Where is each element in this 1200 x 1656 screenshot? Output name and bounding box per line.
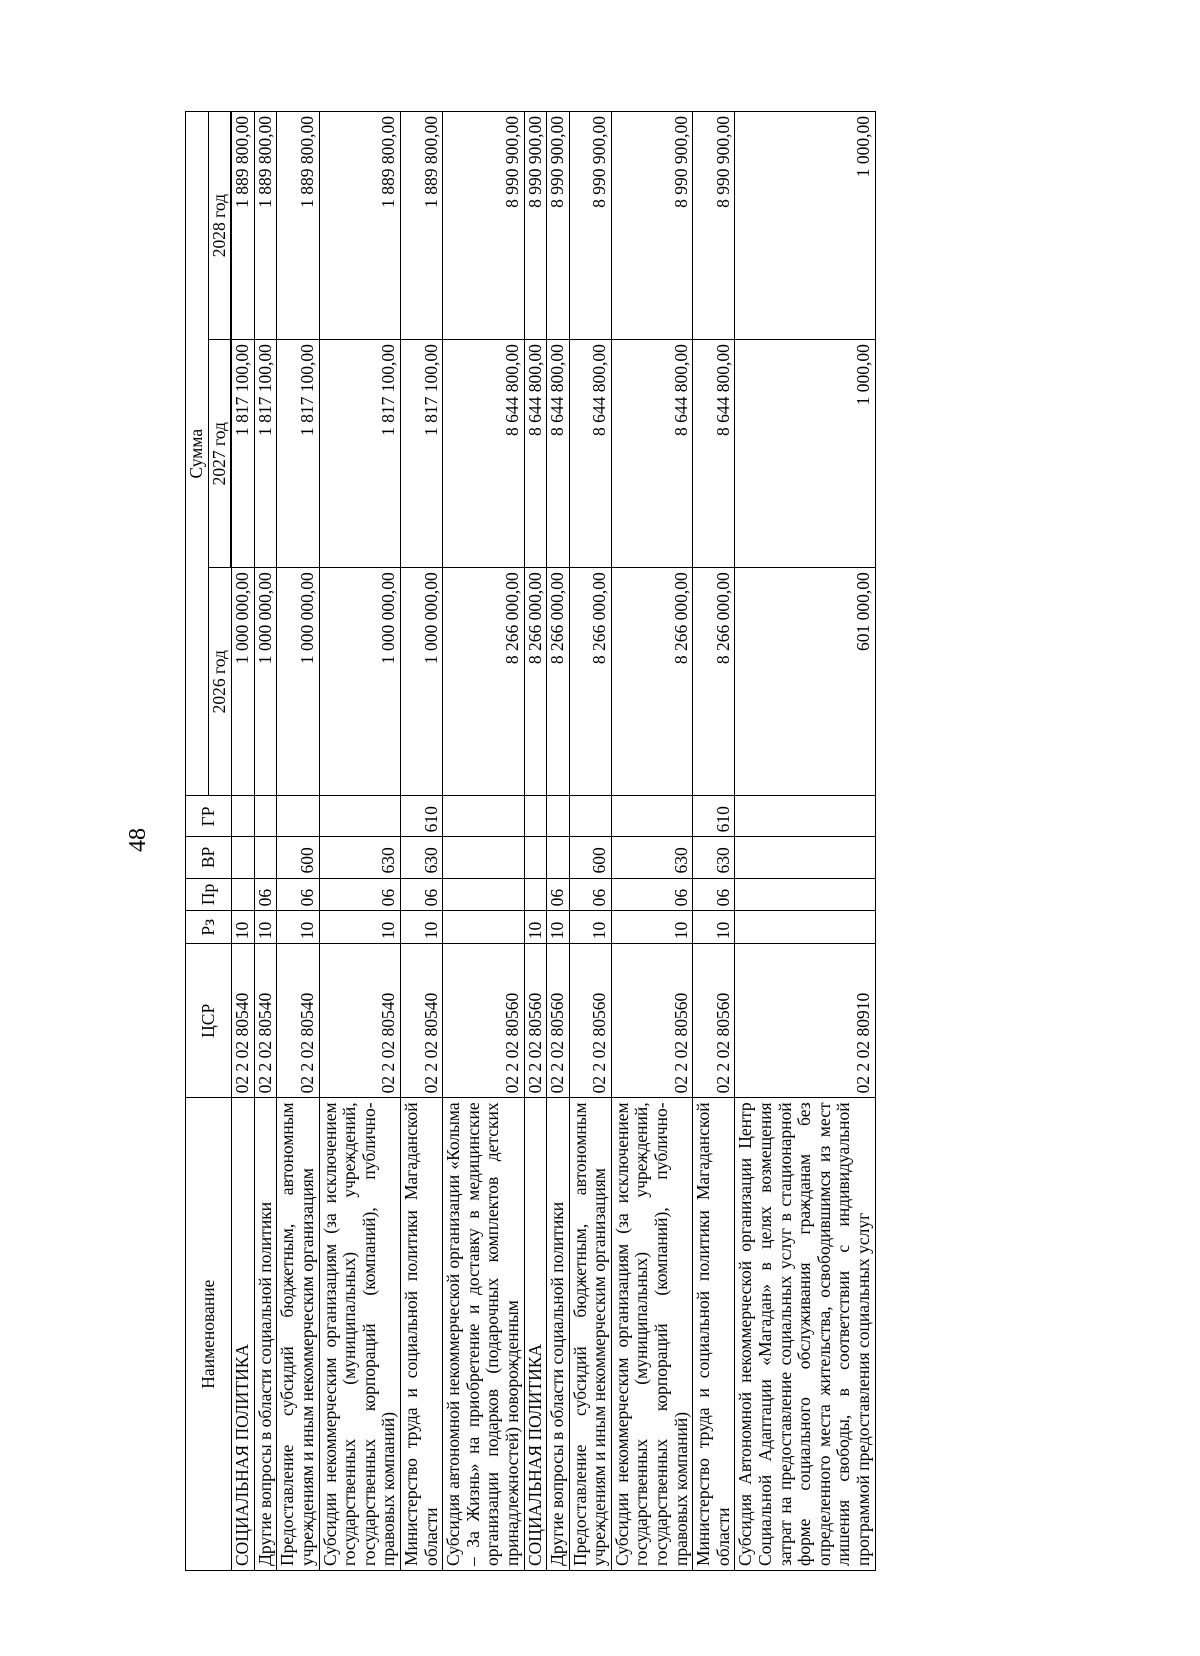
row-sum-2027: 1 000,00 — [735, 340, 875, 568]
row-sum-2027: 8 644 800,00 — [524, 340, 547, 568]
row-gr — [569, 796, 611, 837]
row-sum-2027: 1 817 100,00 — [232, 340, 255, 568]
row-vr: 630 — [400, 837, 442, 878]
row-sum-2026: 8 266 000,00 — [547, 568, 570, 796]
row-vr — [735, 837, 875, 878]
row-csr: 02 2 02 80560 — [611, 944, 692, 1098]
row-rz: 10 — [693, 911, 735, 944]
table-row — [319, 112, 400, 1571]
row-pr: 06 — [569, 878, 611, 911]
table-body — [232, 112, 875, 1571]
row-vr: 630 — [693, 837, 735, 878]
row-vr — [254, 837, 277, 878]
row-csr: 02 2 02 80540 — [400, 944, 442, 1098]
row-gr: 610 — [693, 796, 735, 837]
table-row — [254, 112, 277, 1571]
row-vr — [443, 837, 524, 878]
row-pr: 06 — [400, 878, 442, 911]
row-gr — [443, 796, 524, 837]
row-sum-2026: 601 000,00 — [735, 568, 875, 796]
row-name: Субсидия автономной некоммерческой организации «Колыма – За Жизнь» на приобретение и доставку в медицинские организации подарков (подарочных комплектов детских принадлежностей) новорожденным — [443, 1098, 524, 1571]
row-pr: 06 — [611, 878, 692, 911]
row-gr — [735, 796, 875, 837]
header-sum: Сумма — [186, 112, 209, 796]
row-csr: 02 2 02 80540 — [232, 944, 255, 1098]
row-vr: 600 — [277, 837, 319, 878]
row-sum-2026: 1 000 000,00 — [400, 568, 442, 796]
row-name: Предоставление субсидий бюджетным, автономным учреждениям и иным некоммерческим организациям — [569, 1098, 611, 1571]
table-header — [186, 112, 232, 1571]
row-vr: 600 — [569, 837, 611, 878]
row-sum-2027: 8 644 800,00 — [547, 340, 570, 568]
row-sum-2026: 1 000 000,00 — [277, 568, 319, 796]
row-csr: 02 2 02 80560 — [547, 944, 570, 1098]
row-rz: 10 — [611, 911, 692, 944]
row-gr: 610 — [400, 796, 442, 837]
row-sum-2026: 1 000 000,00 — [319, 568, 400, 796]
row-name: Субсидии некоммерческим организациям (за исключением государственных (муниципальных) учреждений, государственных корпораций (компаний), публично-правовых компаний) — [611, 1098, 692, 1571]
row-rz: 10 — [547, 911, 570, 944]
row-sum-2028: 1 889 800,00 — [232, 112, 255, 340]
table-row — [611, 112, 692, 1571]
row-pr: 06 — [254, 878, 277, 911]
row-sum-2026: 1 000 000,00 — [254, 568, 277, 796]
table-row — [569, 112, 611, 1571]
row-gr — [319, 796, 400, 837]
row-sum-2026: 8 266 000,00 — [443, 568, 524, 796]
row-vr: 630 — [319, 837, 400, 878]
row-name: Другие вопросы в области социальной политики — [547, 1098, 570, 1571]
row-name: СОЦИАЛЬНАЯ ПОЛИТИКА — [524, 1098, 547, 1571]
table-row — [524, 112, 547, 1571]
row-csr: 02 2 02 80540 — [254, 944, 277, 1098]
row-sum-2026: 8 266 000,00 — [611, 568, 692, 796]
row-rz — [735, 911, 875, 944]
row-csr: 02 2 02 80560 — [524, 944, 547, 1098]
row-rz: 10 — [319, 911, 400, 944]
row-csr: 02 2 02 80910 — [735, 944, 875, 1098]
row-rz: 10 — [232, 911, 255, 944]
row-sum-2027: 1 817 100,00 — [319, 340, 400, 568]
row-csr: 02 2 02 80540 — [277, 944, 319, 1098]
row-vr — [547, 837, 570, 878]
row-sum-2028: 8 990 900,00 — [547, 112, 570, 340]
header-year-2027: 2027 год — [208, 340, 231, 568]
row-sum-2027: 8 644 800,00 — [693, 340, 735, 568]
table-row — [735, 112, 875, 1571]
row-pr: 06 — [319, 878, 400, 911]
row-sum-2027: 1 817 100,00 — [400, 340, 442, 568]
row-sum-2028: 8 990 900,00 — [524, 112, 547, 340]
row-sum-2028: 1 889 800,00 — [319, 112, 400, 340]
row-vr — [524, 837, 547, 878]
row-gr — [611, 796, 692, 837]
table-row — [693, 112, 735, 1571]
header-name: Наименование — [186, 1098, 232, 1571]
row-sum-2028: 1 889 800,00 — [254, 112, 277, 340]
row-rz: 10 — [569, 911, 611, 944]
row-gr — [547, 796, 570, 837]
table-row — [443, 112, 524, 1571]
row-sum-2027: 8 644 800,00 — [569, 340, 611, 568]
row-pr: 06 — [693, 878, 735, 911]
row-sum-2028: 8 990 900,00 — [693, 112, 735, 340]
row-name: Министерство труда и социальной политики Магаданской области — [400, 1098, 442, 1571]
row-name: Предоставление субсидий бюджетным, автономным учреждениям и иным некоммерческим организациям — [277, 1098, 319, 1571]
row-vr: 630 — [611, 837, 692, 878]
row-gr — [232, 796, 255, 837]
row-sum-2027: 8 644 800,00 — [611, 340, 692, 568]
row-sum-2027: 1 817 100,00 — [277, 340, 319, 568]
row-csr: 02 2 02 80560 — [443, 944, 524, 1098]
table-row — [400, 112, 442, 1571]
row-sum-2028: 8 990 900,00 — [611, 112, 692, 340]
table-row — [232, 112, 255, 1571]
row-name: СОЦИАЛЬНАЯ ПОЛИТИКА — [232, 1098, 255, 1571]
table-row — [547, 112, 570, 1571]
header-pr: Пр — [186, 878, 232, 911]
row-pr: 06 — [547, 878, 570, 911]
row-name: Субсидия Автономной некоммерческой организации Центр Социальной Адаптации «Магадан» в целях возмещения затрат на предоставление социальных услуг в стационарной форме социального обслуживания гражданам без определенного места жительства, освободившимся из мест лишения свободы, в соответствии с индивидуальной программой предоставления социальных услуг — [735, 1098, 875, 1571]
row-sum-2027: 8 644 800,00 — [443, 340, 524, 568]
row-rz: 10 — [400, 911, 442, 944]
row-sum-2028: 8 990 900,00 — [443, 112, 524, 340]
header-rz: Рз — [186, 911, 232, 944]
row-sum-2027: 1 817 100,00 — [254, 340, 277, 568]
row-name: Субсидии некоммерческим организациям (за исключением государственных (муниципальных) учреждений, государственных корпораций (компаний), публично-правовых компаний) — [319, 1098, 400, 1571]
header-csr: ЦСР — [186, 944, 232, 1098]
row-rz: 10 — [524, 911, 547, 944]
row-sum-2028: 1 889 800,00 — [400, 112, 442, 340]
row-pr — [232, 878, 255, 911]
row-gr — [254, 796, 277, 837]
row-pr — [524, 878, 547, 911]
row-sum-2028: 1 000,00 — [735, 112, 875, 340]
row-name: Министерство труда и социальной политики Магаданской области — [693, 1098, 735, 1571]
row-vr — [232, 837, 255, 878]
row-sum-2028: 1 889 800,00 — [277, 112, 319, 340]
row-sum-2026: 8 266 000,00 — [569, 568, 611, 796]
row-csr: 02 2 02 80560 — [693, 944, 735, 1098]
row-sum-2028: 8 990 900,00 — [569, 112, 611, 340]
rotated-table-frame — [185, 111, 1115, 1571]
header-year-2028: 2028 год — [208, 112, 231, 340]
row-gr — [277, 796, 319, 837]
row-name: Другие вопросы в области социальной политики — [254, 1098, 277, 1571]
header-gr: ГР — [186, 796, 232, 837]
table-row — [277, 112, 319, 1571]
row-gr — [524, 796, 547, 837]
row-csr: 02 2 02 80540 — [319, 944, 400, 1098]
row-sum-2026: 1 000 000,00 — [232, 568, 255, 796]
row-rz: 10 — [254, 911, 277, 944]
budget-table — [185, 111, 876, 1571]
row-rz — [443, 911, 524, 944]
row-rz: 10 — [277, 911, 319, 944]
row-csr: 02 2 02 80560 — [569, 944, 611, 1098]
header-year-2026: 2026 год — [208, 568, 232, 796]
row-sum-2026: 8 266 000,00 — [693, 568, 735, 796]
row-pr: 06 — [277, 878, 319, 911]
row-pr — [735, 878, 875, 911]
page-number: 48 — [125, 828, 151, 852]
row-pr — [443, 878, 524, 911]
row-sum-2026: 8 266 000,00 — [524, 568, 547, 796]
header-vr: ВР — [186, 837, 232, 878]
